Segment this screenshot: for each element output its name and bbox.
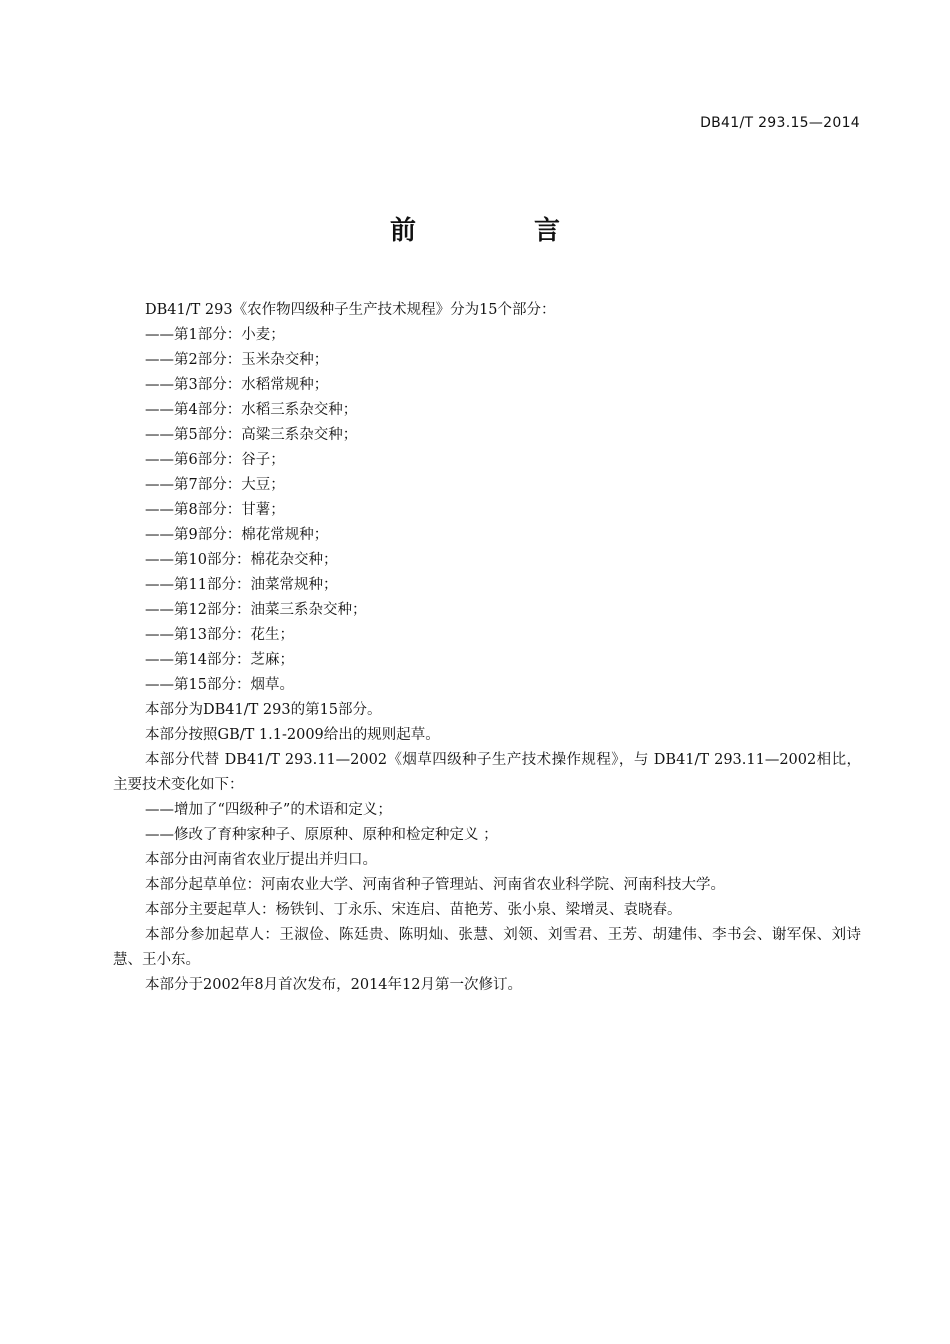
change-item: ——增加了“四级种子”的术语和定义； [145,802,392,818]
part-item: ——第11部分：油菜常规种； [145,577,338,593]
part-item: ——第9部分：棉花常规种； [145,527,329,543]
part-item: ——第10部分：棉花杂交种； [145,552,338,568]
main-drafters: 本部分主要起草人：杨铁钊、丁永乐、宋连启、苗艳芳、张小泉、梁增灵、袁晓春。 [145,902,682,918]
intro-line: DB41/T 293《农作物四级种子生产技术规程》分为15个部分： [145,302,556,318]
part-item: ——第3部分：水稻常规种； [145,377,329,393]
part-item: ——第12部分：油菜三系杂交种； [145,602,367,618]
part-item: ——第1部分：小麦； [145,327,285,343]
statement-replace: 本部分代替 DB41/T 293.11—2002《烟草四级种子生产技术操作规程》，与 DB41/T 293.11—2002相比，主要技术变化如下： [113,752,861,793]
standard-code: DB41/T 293.15—2014 [700,115,860,131]
participating-drafters: 本部分参加起草人：王淑俭、陈廷贵、陈明灿、张慧、刘领、刘雪君、王芳、胡建伟、李书会、谢军保、刘诗慧、王小东。 [113,927,861,968]
part-item: ——第2部分：玉米杂交种； [145,352,329,368]
part-item: ——第5部分：高粱三系杂交种； [145,427,358,443]
page-title: 前 言 [389,216,606,246]
part-item: ——第7部分：大豆； [145,477,285,493]
part-item: ——第15部分：烟草。 [145,677,294,693]
proposed-by: 本部分由河南省农业厅提出并归口。 [145,852,377,868]
part-item: ——第14部分：芝麻； [145,652,294,668]
part-item: ——第8部分：甘薯； [145,502,285,518]
part-item: ——第13部分：花生； [145,627,294,643]
drafting-units: 本部分起草单位：河南农业大学、河南省种子管理站、河南省农业科学院、河南科技大学。 [145,877,725,893]
change-item: ——修改了育种家种子、原原种、原种和检定种定义 ； [145,827,498,843]
part-item: ——第4部分：水稻三系杂交种； [145,402,358,418]
statement-part: 本部分为DB41/T 293的第15部分。 [145,702,382,718]
statement-rules: 本部分按照GB/T 1.1-2009给出的规则起草。 [145,727,440,743]
part-item: ——第6部分：谷子； [145,452,285,468]
release-history: 本部分于2002年8月首次发布，2014年12月第一次修订。 [145,977,522,993]
foreword-body [113,298,861,998]
